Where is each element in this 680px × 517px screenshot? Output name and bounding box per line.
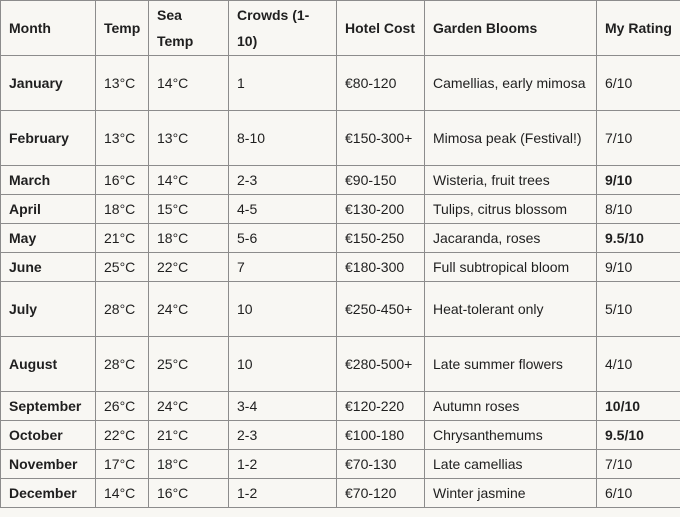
header-temp: Temp bbox=[96, 1, 149, 56]
cell-temp: 17°C bbox=[96, 450, 149, 479]
cell-sea-temp: 18°C bbox=[149, 450, 229, 479]
cell-temp: 21°C bbox=[96, 224, 149, 253]
cell-temp: 28°C bbox=[96, 282, 149, 337]
cell-crowds: 1-2 bbox=[229, 450, 337, 479]
cell-garden-blooms: Wisteria, fruit trees bbox=[425, 166, 597, 195]
table-row bbox=[1, 282, 680, 337]
table-row bbox=[1, 392, 680, 421]
cell-month: June bbox=[1, 253, 96, 282]
cell-sea-temp: 14°C bbox=[149, 166, 229, 195]
header-sea-temp: Sea Temp bbox=[149, 1, 229, 56]
cell-sea-temp: 22°C bbox=[149, 253, 229, 282]
cell-month: July bbox=[1, 282, 96, 337]
cell-garden-blooms: Autumn roses bbox=[425, 392, 597, 421]
cell-my-rating: 5/10 bbox=[597, 282, 680, 337]
cell-hotel-cost: €70-130 bbox=[337, 450, 425, 479]
cell-temp: 28°C bbox=[96, 337, 149, 392]
cell-garden-blooms: Chrysanthemums bbox=[425, 421, 597, 450]
cell-sea-temp: 15°C bbox=[149, 195, 229, 224]
cell-garden-blooms: Full subtropical bloom bbox=[425, 253, 597, 282]
header-month: Month bbox=[1, 1, 96, 56]
cell-my-rating: 9.5/10 bbox=[597, 224, 680, 253]
cell-hotel-cost: €80-120 bbox=[337, 56, 425, 111]
cell-my-rating: 9/10 bbox=[597, 253, 680, 282]
table-row bbox=[1, 337, 680, 392]
cell-crowds: 5-6 bbox=[229, 224, 337, 253]
cell-crowds: 1 bbox=[229, 56, 337, 111]
cell-garden-blooms: Camellias, early mimosa bbox=[425, 56, 597, 111]
cell-my-rating: 9.5/10 bbox=[597, 421, 680, 450]
cell-temp: 13°C bbox=[96, 111, 149, 166]
table-row bbox=[1, 421, 680, 450]
cell-hotel-cost: €130-200 bbox=[337, 195, 425, 224]
cell-hotel-cost: €280-500+ bbox=[337, 337, 425, 392]
header-garden-blooms: Garden Blooms bbox=[425, 1, 597, 56]
cell-crowds: 10 bbox=[229, 337, 337, 392]
cell-month: October bbox=[1, 421, 96, 450]
cell-hotel-cost: €180-300 bbox=[337, 253, 425, 282]
cell-my-rating: 7/10 bbox=[597, 111, 680, 166]
header-my-rating: My Rating bbox=[597, 1, 680, 56]
cell-crowds: 10 bbox=[229, 282, 337, 337]
table-row bbox=[1, 253, 680, 282]
cell-month: December bbox=[1, 479, 96, 508]
header-hotel-cost: Hotel Cost bbox=[337, 1, 425, 56]
cell-crowds: 7 bbox=[229, 253, 337, 282]
table-body bbox=[1, 56, 680, 508]
cell-crowds: 1-2 bbox=[229, 479, 337, 508]
table-row bbox=[1, 56, 680, 111]
cell-month: November bbox=[1, 450, 96, 479]
cell-temp: 25°C bbox=[96, 253, 149, 282]
cell-garden-blooms: Winter jasmine bbox=[425, 479, 597, 508]
cell-my-rating: 9/10 bbox=[597, 166, 680, 195]
cell-sea-temp: 24°C bbox=[149, 392, 229, 421]
cell-crowds: 8-10 bbox=[229, 111, 337, 166]
cell-sea-temp: 16°C bbox=[149, 479, 229, 508]
cell-temp: 14°C bbox=[96, 479, 149, 508]
cell-garden-blooms: Tulips, citrus blossom bbox=[425, 195, 597, 224]
cell-hotel-cost: €120-220 bbox=[337, 392, 425, 421]
cell-garden-blooms: Mimosa peak (Festival!) bbox=[425, 111, 597, 166]
cell-month: August bbox=[1, 337, 96, 392]
header-crowds: Crowds (1-10) bbox=[229, 1, 337, 56]
cell-hotel-cost: €70-120 bbox=[337, 479, 425, 508]
table-row bbox=[1, 479, 680, 508]
cell-garden-blooms: Heat-tolerant only bbox=[425, 282, 597, 337]
cell-crowds: 4-5 bbox=[229, 195, 337, 224]
cell-my-rating: 6/10 bbox=[597, 56, 680, 111]
cell-sea-temp: 24°C bbox=[149, 282, 229, 337]
cell-sea-temp: 18°C bbox=[149, 224, 229, 253]
cell-temp: 16°C bbox=[96, 166, 149, 195]
cell-temp: 22°C bbox=[96, 421, 149, 450]
cell-temp: 13°C bbox=[96, 56, 149, 111]
table-row bbox=[1, 111, 680, 166]
cell-crowds: 3-4 bbox=[229, 392, 337, 421]
cell-month: September bbox=[1, 392, 96, 421]
cell-garden-blooms: Jacaranda, roses bbox=[425, 224, 597, 253]
cell-temp: 26°C bbox=[96, 392, 149, 421]
cell-sea-temp: 25°C bbox=[149, 337, 229, 392]
cell-month: March bbox=[1, 166, 96, 195]
table-row bbox=[1, 166, 680, 195]
cell-my-rating: 4/10 bbox=[597, 337, 680, 392]
cell-garden-blooms: Late camellias bbox=[425, 450, 597, 479]
cell-my-rating: 10/10 bbox=[597, 392, 680, 421]
header-row bbox=[1, 1, 680, 56]
table-row bbox=[1, 195, 680, 224]
cell-sea-temp: 14°C bbox=[149, 56, 229, 111]
cell-hotel-cost: €90-150 bbox=[337, 166, 425, 195]
table-row bbox=[1, 224, 680, 253]
cell-garden-blooms: Late summer flowers bbox=[425, 337, 597, 392]
cell-month: May bbox=[1, 224, 96, 253]
cell-month: January bbox=[1, 56, 96, 111]
cell-crowds: 2-3 bbox=[229, 166, 337, 195]
cell-my-rating: 6/10 bbox=[597, 479, 680, 508]
table-row bbox=[1, 450, 680, 479]
cell-sea-temp: 13°C bbox=[149, 111, 229, 166]
cell-hotel-cost: €250-450+ bbox=[337, 282, 425, 337]
cell-sea-temp: 21°C bbox=[149, 421, 229, 450]
cell-my-rating: 8/10 bbox=[597, 195, 680, 224]
cell-month: February bbox=[1, 111, 96, 166]
cell-month: April bbox=[1, 195, 96, 224]
cell-hotel-cost: €100-180 bbox=[337, 421, 425, 450]
cell-hotel-cost: €150-250 bbox=[337, 224, 425, 253]
cell-my-rating: 7/10 bbox=[597, 450, 680, 479]
cell-crowds: 2-3 bbox=[229, 421, 337, 450]
cell-temp: 18°C bbox=[96, 195, 149, 224]
cell-hotel-cost: €150-300+ bbox=[337, 111, 425, 166]
